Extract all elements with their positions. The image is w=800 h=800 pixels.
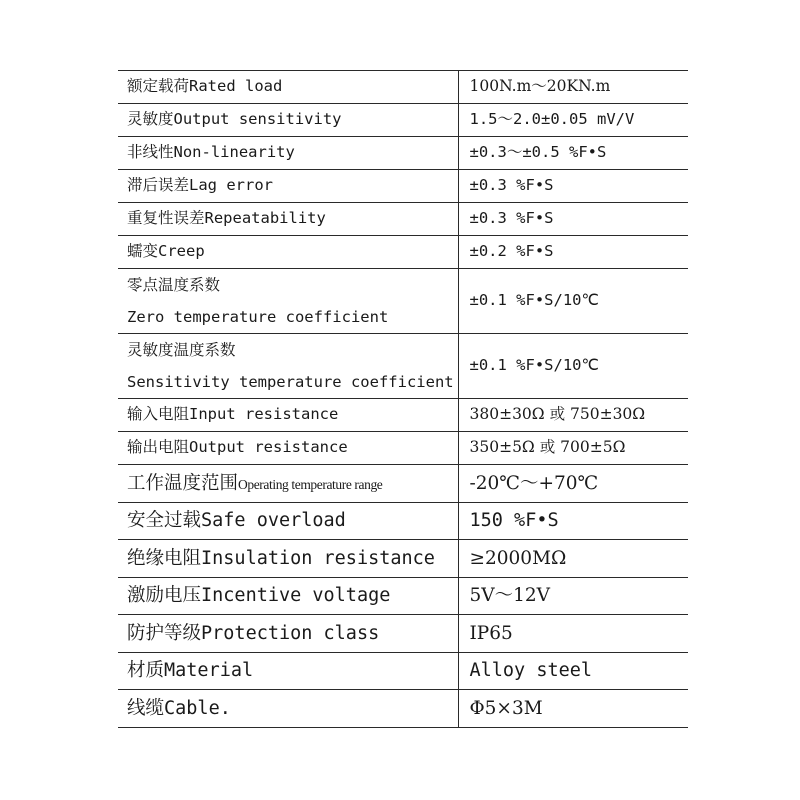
table-row xyxy=(118,578,688,615)
param-value-text: ±0.3 %F•S xyxy=(469,176,554,195)
param-name xyxy=(118,615,458,653)
param-value-text: Φ5×3M xyxy=(469,697,543,719)
param-name-en: Safe overload xyxy=(201,510,346,532)
param-name-en: Non-linearity xyxy=(173,143,295,162)
param-name xyxy=(118,334,458,399)
param-name-cn: 安全过载 xyxy=(127,510,202,532)
param-name-cn: 灵敏度 xyxy=(127,110,174,129)
param-name xyxy=(118,540,458,578)
param-name-en: Output resistance xyxy=(189,438,348,457)
table-row xyxy=(118,503,688,540)
param-value xyxy=(458,615,688,653)
param-value-text: 5V～12V xyxy=(469,585,551,607)
param-name-cn: 绝缘电阻 xyxy=(127,547,202,569)
param-name-en: Input resistance xyxy=(189,405,339,424)
param-name xyxy=(118,432,458,465)
param-value-text: 100N.m～20KN.m xyxy=(469,77,611,96)
param-name xyxy=(118,203,458,236)
param-value xyxy=(458,465,688,503)
param-name-cn: 重复性误差 xyxy=(127,209,205,228)
param-value xyxy=(458,334,688,399)
param-value xyxy=(458,432,688,465)
param-name-en: Creep xyxy=(158,242,205,261)
param-name-en: Cable. xyxy=(164,697,231,719)
param-value xyxy=(458,399,688,432)
param-name-cn: 非线性 xyxy=(127,143,174,162)
param-name xyxy=(118,104,458,137)
param-value xyxy=(458,170,688,203)
table-row xyxy=(118,170,688,203)
param-name-cn: 输入电阻 xyxy=(127,405,190,424)
param-name-en: Insulation resistance xyxy=(201,547,435,569)
param-name-cn: 材质 xyxy=(127,660,165,682)
param-name xyxy=(118,503,458,540)
param-name xyxy=(118,399,458,432)
specification-table xyxy=(118,70,688,728)
param-value-text: ±0.2 %F•S xyxy=(469,242,554,261)
table-row xyxy=(118,399,688,432)
param-name-cn: 线缆 xyxy=(127,697,165,719)
param-name-en: Repeatability xyxy=(204,209,326,228)
table-row xyxy=(118,540,688,578)
param-name xyxy=(118,71,458,104)
param-value xyxy=(458,503,688,540)
param-value xyxy=(458,236,688,269)
param-value-text: 1.5～2.0±0.05 mV/V xyxy=(469,110,635,129)
param-value-text: ±0.1 %F•S/10℃ xyxy=(469,356,599,375)
param-value-text: IP65 xyxy=(469,622,513,644)
table-row xyxy=(118,104,688,137)
param-value xyxy=(458,690,688,728)
param-name-en: Lag error xyxy=(189,176,274,195)
param-name xyxy=(118,578,458,615)
table-row xyxy=(118,137,688,170)
param-value xyxy=(458,578,688,615)
param-value-text: 380±30Ω 或 750±30Ω xyxy=(469,405,646,424)
param-name-cn: 防护等级 xyxy=(127,622,202,644)
param-value-text: 150 %F•S xyxy=(469,510,559,532)
param-name xyxy=(118,170,458,203)
param-name-cn: 激励电压 xyxy=(127,585,202,607)
table-row xyxy=(118,465,688,503)
param-value-text: ±0.3～±0.5 %F•S xyxy=(469,143,607,162)
param-value-text: Alloy steel xyxy=(469,660,593,682)
param-name-en: Sensitivity temperature coefficient xyxy=(127,373,454,391)
param-name-cn: 输出电阻 xyxy=(127,438,190,457)
param-value xyxy=(458,137,688,170)
param-value-text: ±0.3 %F•S xyxy=(469,209,554,228)
param-name xyxy=(118,465,458,503)
table-row xyxy=(118,653,688,690)
table-row xyxy=(118,334,688,399)
param-name xyxy=(118,690,458,728)
param-name-cn: 蠕变 xyxy=(127,242,159,261)
param-name-cn: 工作温度范围 xyxy=(127,472,239,494)
param-name xyxy=(118,653,458,690)
param-value xyxy=(458,269,688,334)
param-value-text: -20℃～+70℃ xyxy=(469,472,599,494)
table-row xyxy=(118,236,688,269)
table-row xyxy=(118,269,688,334)
param-name-en: Output sensitivity xyxy=(173,110,342,129)
table-row xyxy=(118,432,688,465)
param-name-cn: 滞后误差 xyxy=(127,176,190,195)
table-row xyxy=(118,203,688,236)
param-name-cn: 额定载荷 xyxy=(127,77,190,96)
param-value xyxy=(458,71,688,104)
param-name-en: Protection class xyxy=(201,622,380,644)
table-row xyxy=(118,615,688,653)
param-value xyxy=(458,540,688,578)
param-name-en: Incentive voltage xyxy=(201,585,391,607)
param-name xyxy=(118,269,458,334)
param-value-text: ≥2000MΩ xyxy=(469,547,567,569)
table-row xyxy=(118,690,688,728)
table-row xyxy=(118,71,688,104)
param-name-en: Operating temperature range xyxy=(238,476,383,492)
param-name xyxy=(118,137,458,170)
param-value xyxy=(458,104,688,137)
param-value-text: 350±5Ω 或 700±5Ω xyxy=(469,438,626,457)
param-name-en: Material xyxy=(164,660,254,682)
param-value-text: ±0.1 %F•S/10℃ xyxy=(469,291,599,310)
param-value xyxy=(458,653,688,690)
param-name-en: Rated load xyxy=(189,77,283,96)
param-name xyxy=(118,236,458,269)
param-name-cn: 零点温度系数 xyxy=(127,276,221,294)
param-name-en: Zero temperature coefficient xyxy=(127,308,389,326)
param-value xyxy=(458,203,688,236)
param-name-cn: 灵敏度温度系数 xyxy=(127,341,236,359)
